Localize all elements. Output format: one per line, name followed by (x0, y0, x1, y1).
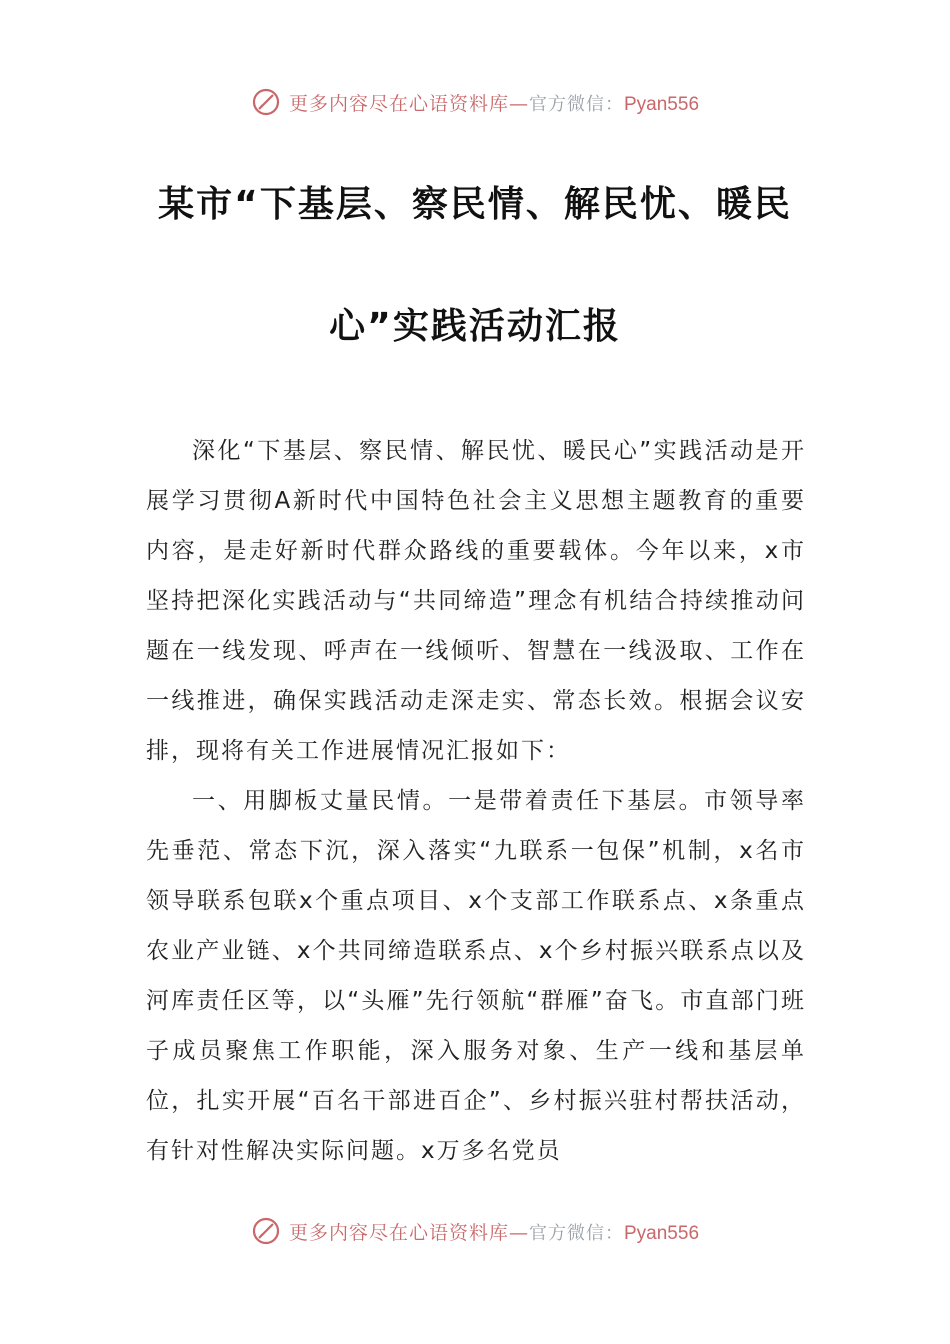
watermark-label: 官方微信： (529, 1222, 624, 1244)
watermark-label: 官方微信： (529, 93, 624, 115)
watermark-text (289, 1218, 699, 1245)
watermark-handle: Pyan556 (624, 1222, 700, 1244)
footer-watermark (0, 1211, 950, 1251)
quill-logo-icon (251, 87, 281, 117)
body-paragraph-intro (146, 426, 806, 776)
quill-logo-icon (251, 1216, 281, 1246)
paragraph-text: 深化“下基层、察民情、解民忧、暖民心”实践活动是开展学习贯彻A新时代中国特色社会主义思想主题教育的重要内容，是走好新时代群众路线的重要载体。今年以来，x市坚持把深化实践活动与“共同缔造”理念有机结合持续推动问题在一线发现、呼声在一线倾听、智慧在一线汲取、工作在一线推进，确保实践活动走深走实、常态长效。根据会议安排，现将有关工作进展情况汇报如下： (146, 438, 806, 764)
watermark-main: 更多内容尽在心语资料库 (288, 92, 509, 115)
paragraph-text: 一、用脚板丈量民情。一是带着责任下基层。市领导率先垂范、常态下沉，深入落实“九联系一包保”机制，x名市领导联系包联x个重点项目、x个支部工作联系点、x条重点农业产业链、x个共同缔造联系点、x个乡村振兴联系点以及河库责任区等，以“头雁”先行领航“群雁”奋飞。市直部门班子成员聚焦工作职能，深入服务对象、生产一线和基层单位，扎实开展“百名干部进百企”、乡村振兴驻村帮扶活动，有针对性解决实际问题。x万多名党员 (146, 788, 806, 1164)
watermark-text (289, 89, 699, 116)
document-title-line-2: 心”实践活动汇报 (329, 306, 621, 347)
body-paragraph-section-one (146, 776, 806, 1176)
document-title-line-1: 某市“下基层、察民情、解民忧、暖民 (158, 184, 792, 225)
watermark-dash: — (509, 92, 529, 115)
header-watermark (0, 82, 950, 122)
watermark-dash: — (509, 1221, 529, 1244)
watermark-main: 更多内容尽在心语资料库 (288, 1221, 509, 1244)
watermark-handle: Pyan556 (624, 93, 700, 115)
